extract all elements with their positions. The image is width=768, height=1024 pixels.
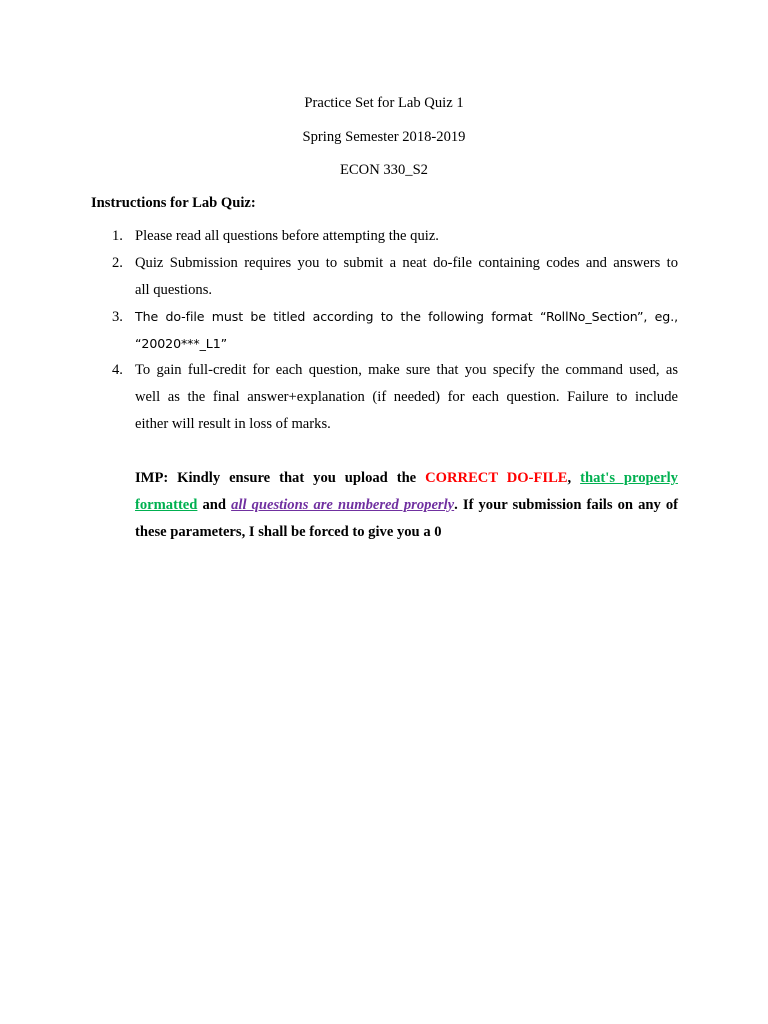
properly-formatted-text: formatted: [135, 497, 198, 513]
and-text: and: [197, 497, 232, 513]
numbered-properly-text: all questions are numbered properly: [231, 497, 455, 513]
instruction-text: To gain full-credit for each question, make sure that you specify the command used, as: [135, 362, 678, 378]
instruction-text: Please read all questions before attempting the quiz.: [135, 228, 439, 244]
instruction-item-3: [0, 308, 768, 351]
instruction-text: “20020***_L1”: [135, 336, 228, 351]
document-title: Practice Set for Lab Quiz 1: [304, 95, 464, 111]
instruction-item-1: [0, 227, 768, 244]
instruction-text: The do-file must be titled according to the following format “RollNo_Section”, eg.,: [135, 309, 678, 324]
instruction-item-2: [0, 254, 768, 298]
important-notice-line-1: [135, 469, 678, 487]
important-suffix: . If your submission fails on any of: [454, 497, 679, 513]
instruction-item-4: [0, 361, 768, 432]
instructions-heading: Instructions for Lab Quiz:: [91, 195, 256, 211]
instruction-text: all questions.: [135, 282, 213, 298]
instruction-text: either will result in loss of marks.: [135, 416, 331, 432]
instruction-number: 4.: [112, 362, 123, 378]
comma-text: ,: [567, 470, 581, 486]
semester-label: Spring Semester 2018-2019: [302, 129, 466, 145]
instruction-number: 2.: [112, 255, 123, 271]
instruction-number: 1.: [112, 228, 123, 244]
important-notice-line-2: [135, 496, 678, 514]
important-notice-line-3: these parameters, I shall be forced to give you a 0: [135, 524, 442, 540]
properly-formatted-text: that's properly: [580, 470, 678, 486]
instruction-number: 3.: [112, 309, 123, 325]
important-prefix: IMP: Kindly ensure that you upload the: [135, 470, 426, 486]
course-code: ECON 330_S2: [340, 162, 428, 178]
correct-dofile-text: CORRECT DO-FILE: [425, 470, 568, 486]
instruction-text: well as the final answer+explanation (if needed) for each question. Failure to include: [135, 389, 678, 405]
instruction-text: Quiz Submission requires you to submit a neat do-file containing codes and answers to: [135, 255, 678, 271]
